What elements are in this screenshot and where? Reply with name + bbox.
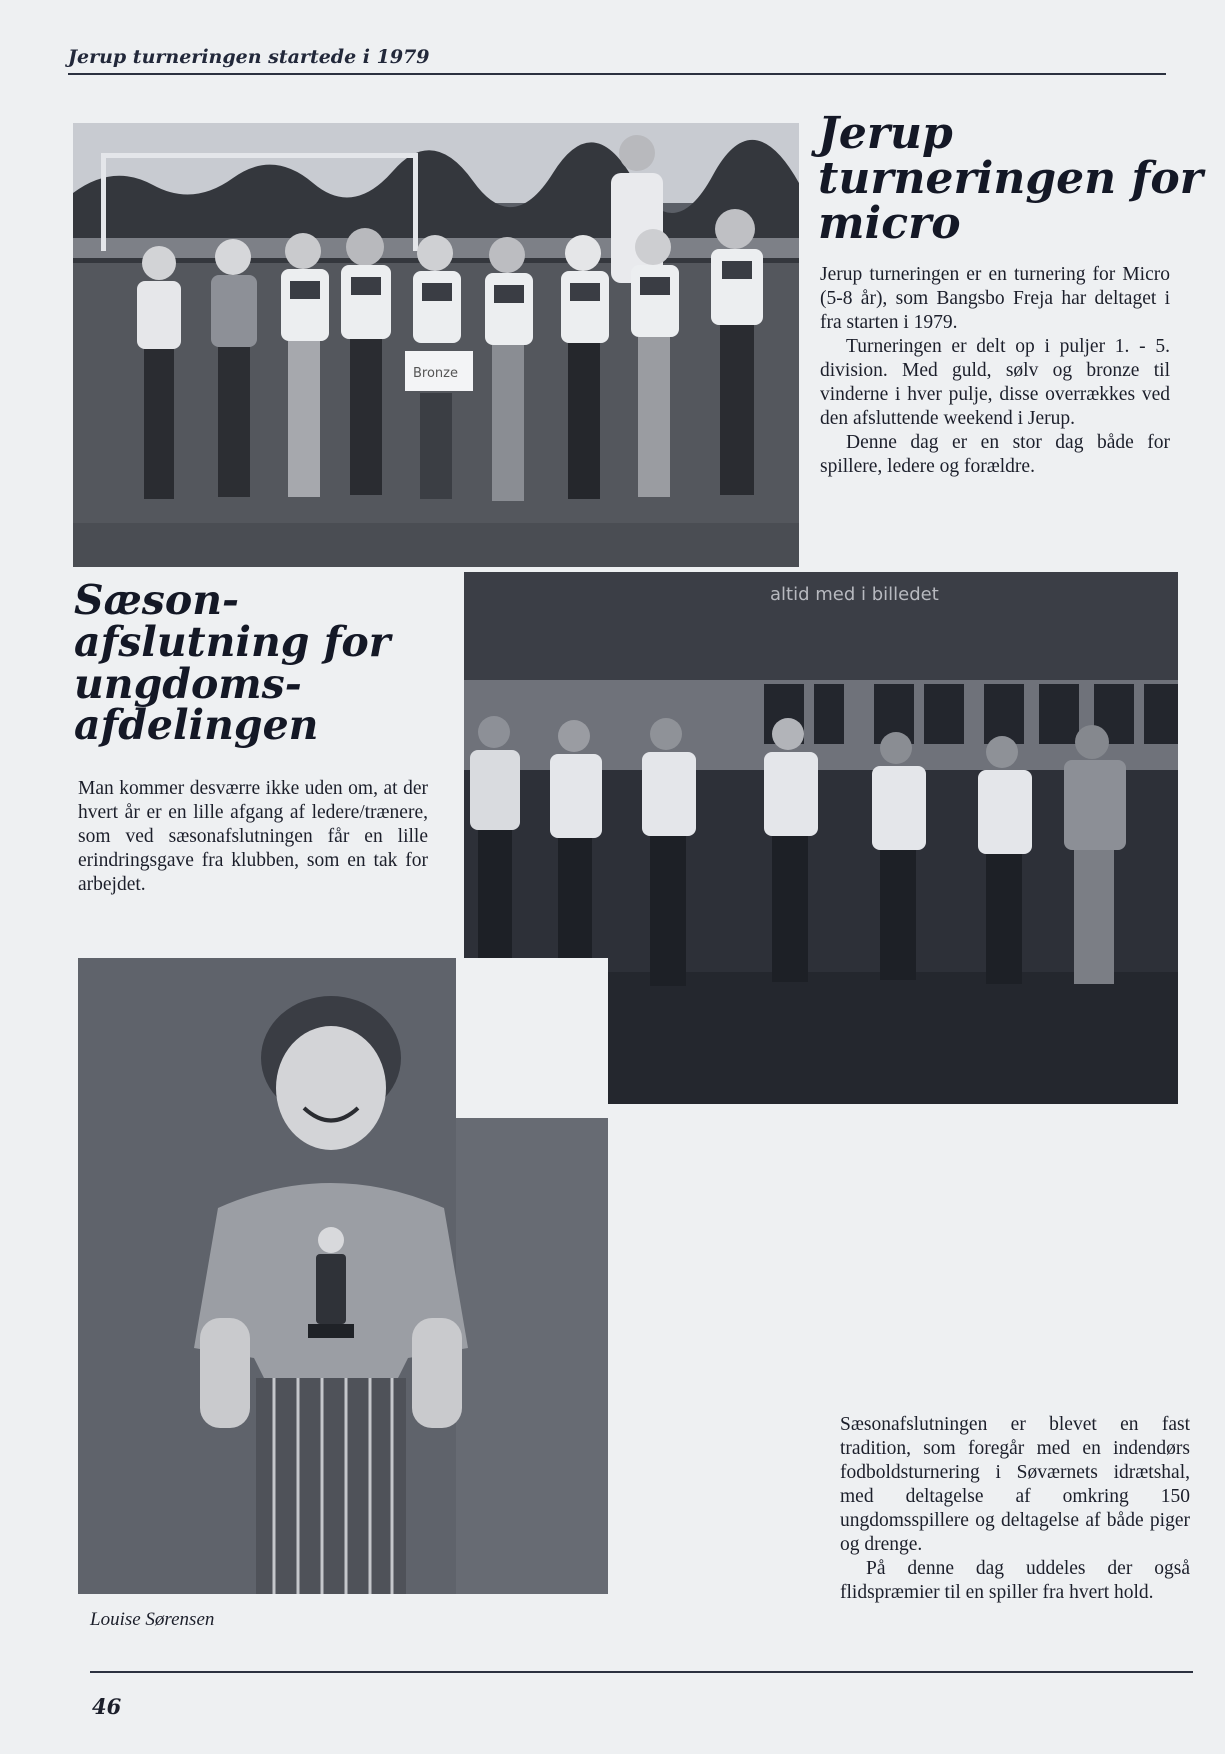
header-rule <box>68 73 1166 75</box>
running-header: Jerup turneringen startede i 1979 <box>68 46 430 68</box>
micro-title-line: micro <box>818 197 961 249</box>
micro-title-line: Jerup <box>818 108 953 159</box>
paragraph: Denne dag er en stor dag både for spillere, ledere og forældre. <box>820 432 1170 477</box>
season-title-line: Sæson- <box>74 576 240 624</box>
season-title-line: ungdoms- <box>74 659 302 708</box>
season-article-body <box>840 1413 1190 1605</box>
photo-caption: Louise Sørensen <box>90 1609 215 1630</box>
paragraph: Turneringen er delt op i puljer 1. - 5. division. Med guld, sølv og bronze til vinderne i hver pulje, disse overrækkes ved den afsluttende weekend i Jerup. <box>820 336 1170 429</box>
paragraph: På denne dag uddeles der også flidspræmier til en spiller fra hvert hold. <box>840 1558 1190 1603</box>
footer-rule <box>90 1671 1193 1673</box>
season-title-line: afdelingen <box>74 701 319 750</box>
micro-article-body <box>820 263 1170 479</box>
micro-article-title <box>818 108 1203 249</box>
bronze-sign-text: Bronze <box>413 366 458 381</box>
micro-team-photo <box>73 123 799 567</box>
page-number: 46 <box>92 1694 122 1719</box>
hall-banner-text: altid med i billedet <box>770 584 939 605</box>
paragraph: Sæsonafslutningen er blevet en fast tradition, som foregår med en indendørs fodboldsturnering i Søværnets idrætshal, med deltagelse af omkring 150 ungdomsspillere og deltagelse af både piger og drenge. <box>840 1414 1190 1555</box>
season-article-title <box>74 576 391 750</box>
micro-title-line: turneringen for <box>818 152 1203 204</box>
season-article-intro <box>78 777 428 897</box>
louise-trophy-photo-graphic <box>78 958 608 1594</box>
paragraph: Man kommer desværre ikke uden om, at der hvert år er en lille afgang af ledere/trænere, som ved sæsonafslutningen får en lille erindringsgave fra klubben, som en tak for arbejdet. <box>78 778 428 895</box>
season-title-line: afslutning for <box>74 617 391 666</box>
louise-trophy-photo <box>78 958 608 1594</box>
paragraph: Jerup turneringen er en turnering for Micro (5-8 år), som Bangsbo Freja har deltaget i fra starten i 1979. <box>820 264 1170 333</box>
micro-team-photo-graphic <box>73 123 799 567</box>
